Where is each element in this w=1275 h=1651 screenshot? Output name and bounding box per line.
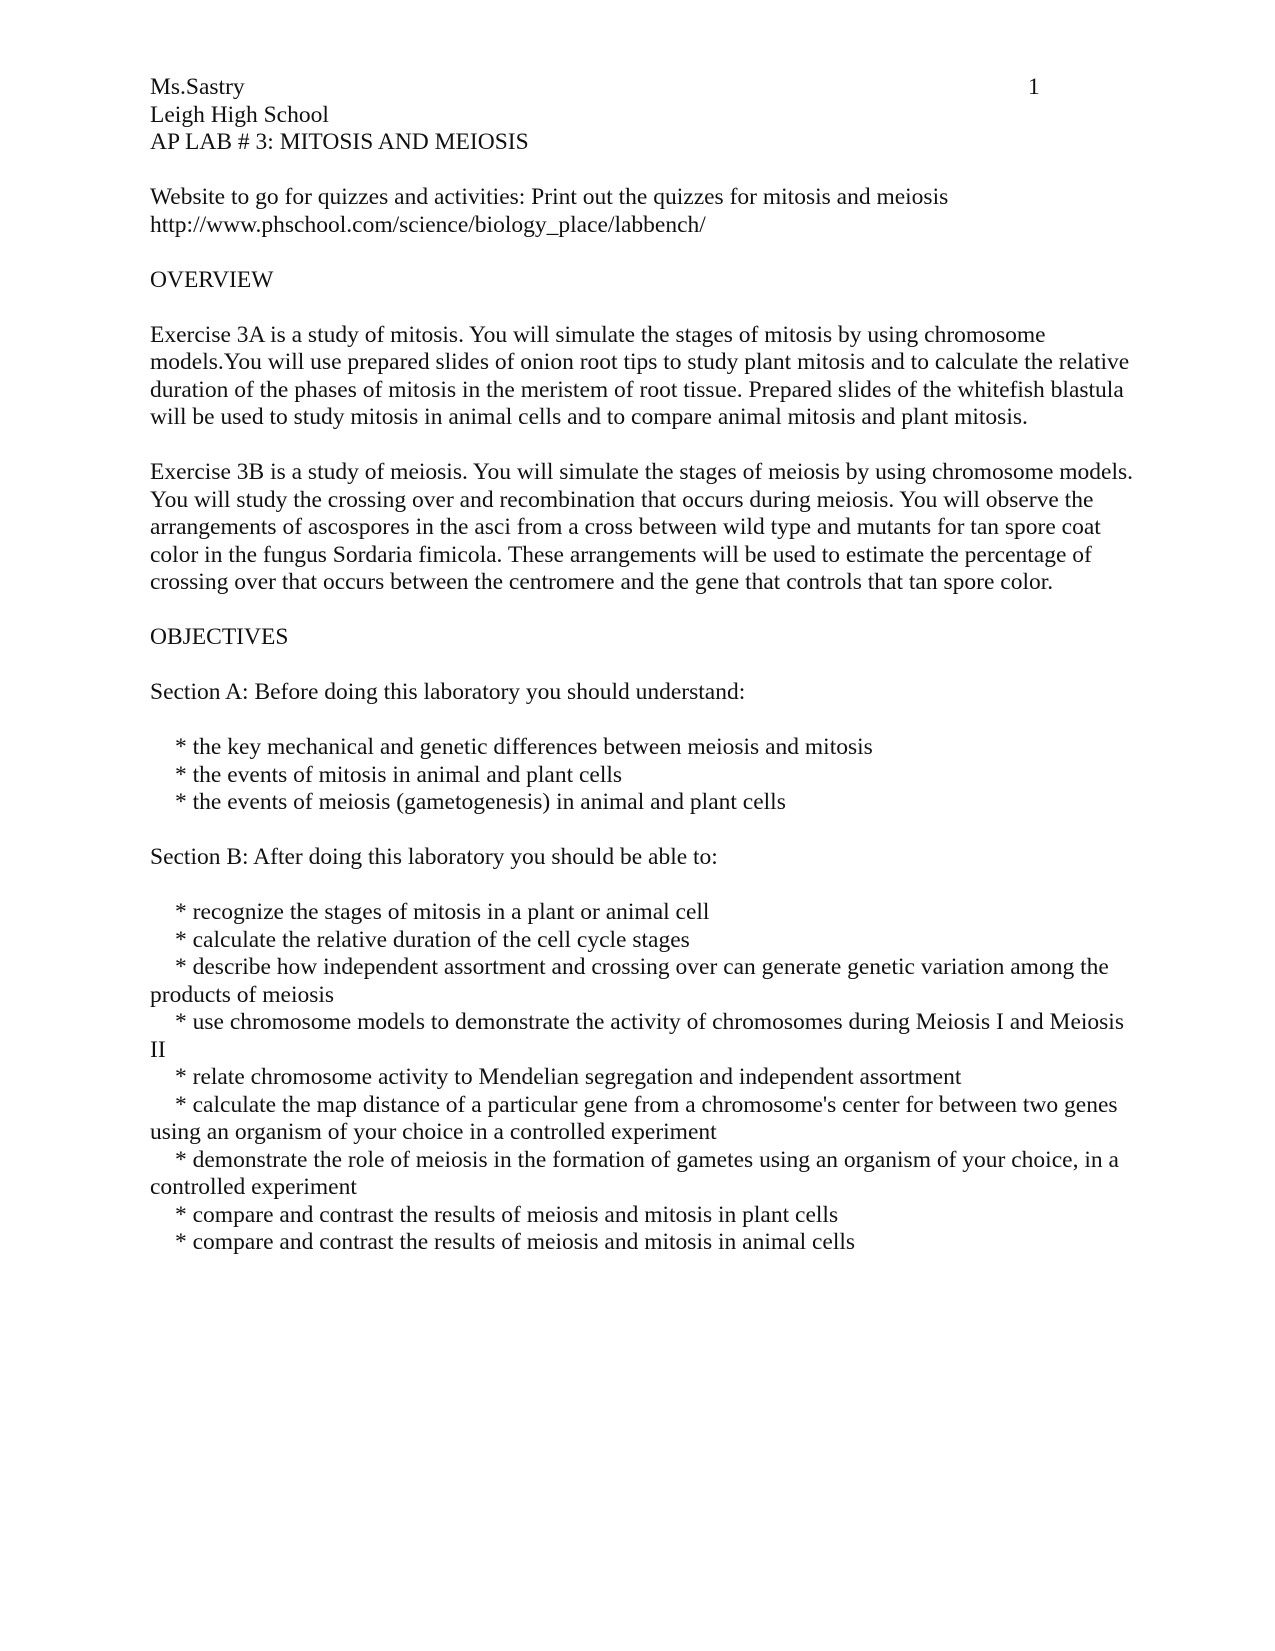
author-name: Ms.Sastry [150, 74, 245, 100]
list-item: * demonstrate the role of meiosis in the formation of gametes using an organism of your choice, in a controlled experiment [150, 1147, 1135, 1202]
section-a-intro: Section A: Before doing this laboratory you should understand: [150, 679, 746, 705]
website-note [150, 184, 1135, 239]
overview-paragraph-3a: Exercise 3A is a study of mitosis. You will simulate the stages of mitosis by using chromosome models.You will use prepared slides of onion root tips to study plant mitosis and to calculate the relative duration of the phases of mitosis in the meristem of root tissue. Prepared slides of the whitefish blastula will be used to study mitosis in animal cells and to compare animal mitosis and plant mitosis. [150, 321, 1130, 430]
section-a-list [150, 734, 1135, 817]
objectives-heading: OBJECTIVES [150, 624, 289, 650]
list-item: * the key mechanical and genetic differences between meiosis and mitosis [150, 734, 1135, 762]
website-url: http://www.phschool.com/science/biology_place/labbench/ [150, 211, 706, 238]
website-instructions: Website to go for quizzes and activities: Print out the quizzes for mitosis and meiosis [150, 184, 949, 210]
list-item: * calculate the relative duration of the cell cycle stages [150, 927, 1135, 955]
list-item: * the events of mitosis in animal and plant cells [150, 762, 1135, 790]
list-item: * calculate the map distance of a particular gene from a chromosome's center for between two genes using an organism of your choice in a controlled experiment [150, 1092, 1135, 1147]
lab-title: AP LAB # 3: MITOSIS AND MEIOSIS [150, 129, 529, 155]
school-name: Leigh High School [150, 101, 329, 128]
overview-heading: OVERVIEW [150, 266, 274, 293]
overview-paragraph-3b: Exercise 3B is a study of meiosis. You will simulate the stages of meiosis by using chromosome models. You will study the crossing over and recombination that occurs during meiosis. You will observe the arrangements of ascospores in the asci from a cross between wild type and mutants for tan spore coat color in the fungus Sordaria fimicola. These arrangements will be used to estimate the percentage of crossing over that occurs between the centromere and the gene that controls that tan spore color. [150, 459, 1134, 595]
list-item: * compare and contrast the results of meiosis and mitosis in plant cells [150, 1202, 1135, 1230]
list-item: * compare and contrast the results of meiosis and mitosis in animal cells [150, 1229, 1135, 1257]
list-item: * recognize the stages of mitosis in a plant or animal cell [150, 899, 1135, 927]
list-item: * the events of meiosis (gametogenesis) in animal and plant cells [150, 789, 1135, 817]
list-item: * use chromosome models to demonstrate the activity of chromosomes during Meiosis I and Meiosis II [150, 1009, 1135, 1064]
document-header [150, 74, 1135, 157]
list-item: * describe how independent assortment and crossing over can generate genetic variation among the products of meiosis [150, 954, 1135, 1009]
list-item: * relate chromosome activity to Mendelian segregation and independent assortment [150, 1064, 1135, 1092]
section-b-intro: Section B: After doing this laboratory you should be able to: [150, 844, 718, 870]
section-b-list [150, 899, 1135, 1257]
document-page [150, 74, 1135, 1284]
page-number: 1 [1028, 74, 1040, 100]
